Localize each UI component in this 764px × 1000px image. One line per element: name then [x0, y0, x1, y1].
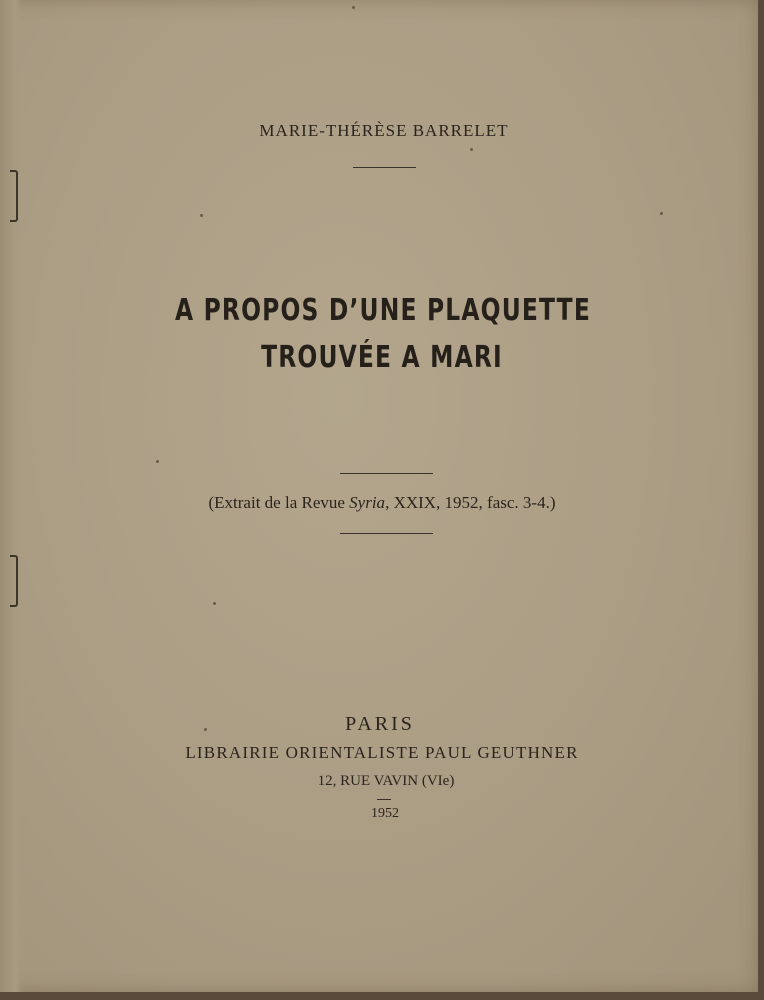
upper-rule	[340, 473, 433, 474]
extract-prefix: (Extrait de la Revue	[208, 493, 350, 512]
extract-suffix: , XXIX, 1952, fasc. 3-4.)	[385, 493, 556, 512]
year-rule	[377, 799, 391, 800]
publication-year: 1952	[371, 806, 399, 821]
extract-note	[6, 493, 758, 513]
publisher-name: LIBRAIRIE ORIENTALISTE PAUL GEUTHNER	[185, 743, 579, 762]
paper-speck	[352, 6, 355, 9]
paper-speck	[470, 148, 473, 151]
title-line-1: A PROPOS D’UNE PLAQUETTE	[175, 293, 591, 328]
title-line-2: TROUVÉE A MARI	[261, 340, 503, 375]
author-rule	[353, 167, 416, 168]
paper-speck	[156, 460, 159, 463]
publisher-address: 12, RUE VAVIN (VIe)	[317, 773, 455, 789]
lower-rule	[340, 533, 433, 534]
journal-name: Syria	[349, 493, 386, 512]
paper-speck	[660, 212, 663, 215]
paper-speck	[200, 214, 203, 217]
author-name: MARIE-THÉRÈSE BARRELET	[259, 121, 509, 140]
paper-speck	[213, 602, 216, 605]
staple-top	[10, 170, 18, 222]
staple-bottom	[10, 555, 18, 607]
publication-city: PARIS	[345, 713, 415, 735]
